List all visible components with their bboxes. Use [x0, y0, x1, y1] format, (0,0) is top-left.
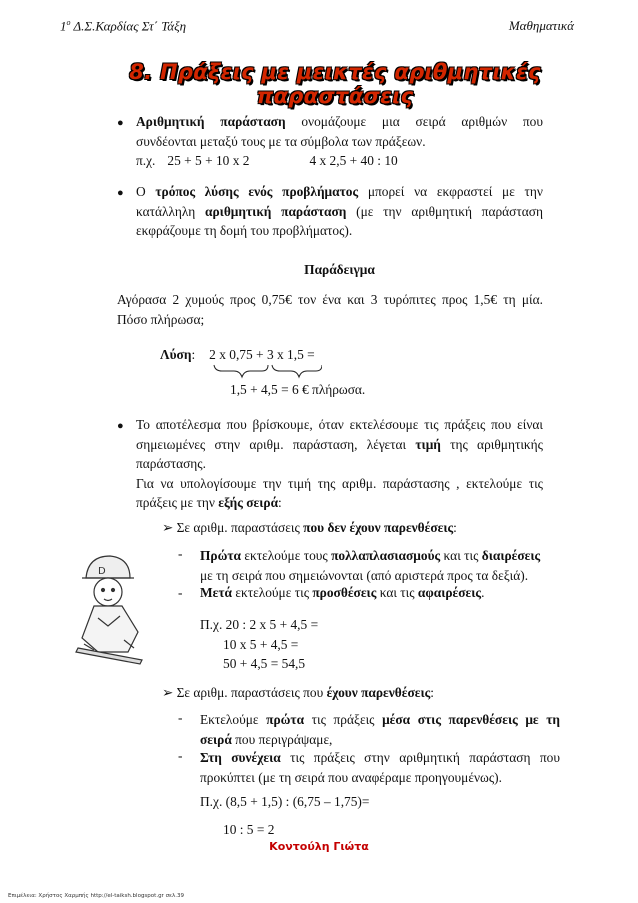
rule-add-subtract: Μετά εκτελούμε τις προσθέσεις και τις αφαιρέσεις. — [200, 585, 485, 600]
case-no-parentheses-heading: ➢ Σε αριθμ. παραστάσεις που δεν έχουν παρενθέσεις: — [162, 520, 457, 535]
rule-parentheses-first: Εκτελούμε πρώτα τις πράξεις μέσα στις παρενθέσεις με τη σειρά που περιγράψαμε, — [200, 712, 560, 747]
subject-label: Μαθηματικά — [508, 18, 574, 33]
example-parentheses-line1: Π.χ. (8,5 + 1,5) : (6,75 – 1,75)= — [200, 794, 370, 809]
problem-solving-paragraph: Ο τρόπος λύσης ενός προβλήματος μπορεί να εκφραστεί με την κατάλληλη αριθμητική παράσταση (με την αριθμητική παράσταση εκφράζουμε τη δομή του προβλήματος). — [136, 184, 543, 238]
value-paragraph: Το αποτέλεσμα που βρίσκουμε, όταν εκτελέσουμε τις πράξεις που είναι σημειωμένες στην αριθμ. παράσταση, λέγεται τιμή της αριθμητικής παράστασης. Για να υπολογίσουμε την τιμή της αριθμ. παράστασης , εκτελούμε τις πράξεις με την εξής σειρά: — [136, 417, 543, 510]
school-label: $1^o$ Δ.Σ.Καρδίας Στ΄ Τάξη — [60, 18, 187, 34]
example-no-parentheses: Π.χ. 20 : 2 x 5 + 4,5 = 10 x 5 + 4,5 = 50 + 4,5 = 54,5 — [200, 617, 319, 671]
solution-result: 1,5 + 4,5 = 6 € πλήρωσα. — [230, 382, 366, 397]
dash-bullet-icon: - — [178, 710, 183, 725]
bullet-icon: ● — [117, 117, 124, 129]
grouping-braces — [212, 364, 322, 380]
student-cartoon-image — [68, 548, 150, 666]
case-parentheses-heading: ➢ Σε αριθμ. παραστάσεις που έχουν παρενθέσεις: — [162, 685, 435, 700]
example-problem: Αγόρασα 2 χυμούς προς 0,75€ τον ένα και 3 τυρόπιτες προς 1,5€ τη μία. Πόσο πλήρωσα; — [117, 292, 543, 327]
author-name: Κοντούλη Γιώτα — [269, 840, 369, 853]
dash-bullet-icon: - — [178, 585, 183, 600]
bullet-icon: ● — [117, 420, 124, 432]
bullet-icon: ● — [117, 187, 124, 199]
dash-bullet-icon: - — [178, 748, 183, 763]
rule-multiply-divide: Πρώτα εκτελούμε τους πολλαπλασιασμούς και τις διαιρέσεις με τη σειρά που σημειώνονται (από αριστερά προς τα δεξιά). — [200, 548, 541, 583]
arrow-bullet-icon: ➢ — [162, 520, 174, 535]
page-footer: Επιμέλεια: Χρήστος Χαρμπής http://el-taiksh.blogspot.gr σελ.39 — [8, 893, 185, 899]
page-title: 8. Πράξεις με μεικτές αριθμητικές παραστάσεις — [129, 60, 541, 108]
definition-paragraph: Αριθμητική παράσταση ονομάζουμε μια σειρά αριθμών που συνδέονται μεταξύ τους με τα σύμβολα των πράξεων. π.χ. 25 + 5 + 10 x 2 4 x 2,5 + 40 : 10 — [136, 114, 544, 168]
dash-bullet-icon: - — [178, 546, 183, 561]
page-header — [0, 18, 638, 38]
solution-line: Λύση: 2 x 0,75 + 3 x 1,5 = — [160, 347, 315, 362]
arrow-bullet-icon: ➢ — [162, 685, 174, 700]
example-parentheses-line2: 10 : 5 = 2 — [223, 822, 275, 837]
example-heading: Παράδειγμα — [304, 262, 375, 277]
rule-then-rest: Στη συνέχεια τις πράξεις στην αριθμητική παράσταση που προκύπτει (με τη σειρά που αναφέραμε προηγουμένως). — [200, 750, 560, 785]
svg-text:D: D — [98, 566, 106, 577]
